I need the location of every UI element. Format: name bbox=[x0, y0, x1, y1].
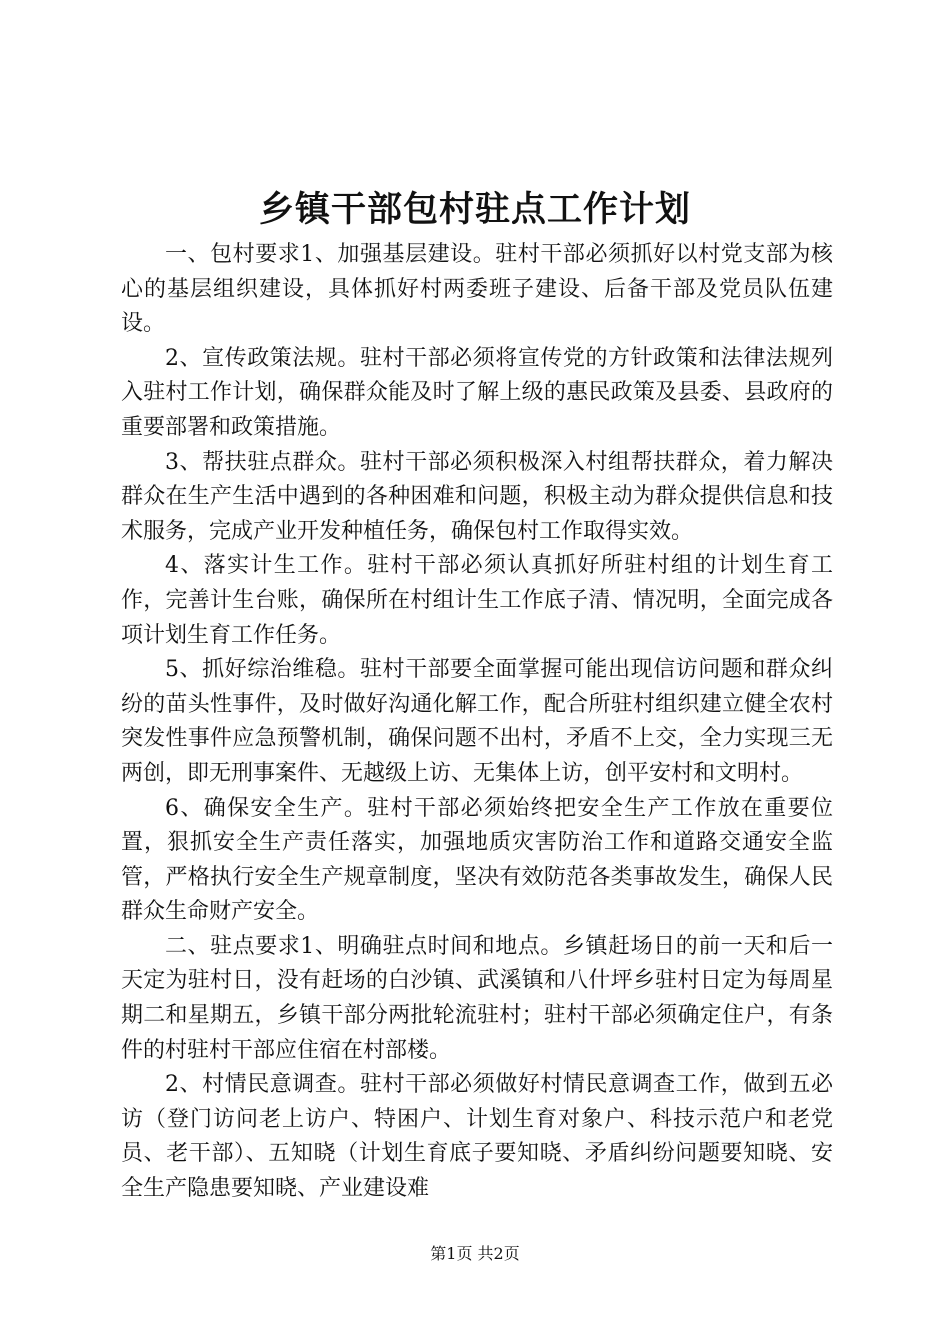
paragraph: 5、抓好综治维稳。驻村干部要全面掌握可能出现信访问题和群众纠纷的苗头性事件，及时做好沟通化解工作，配合所驻村组织建立健全农村突发性事件应急预警机制，确保问题不出村，矛盾不上交，全力实现三无两创，即无刑事案件、无越级上访、无集体上访，创平安村和文明村。 bbox=[121, 657, 833, 786]
paragraph: 3、帮扶驻点群众。驻村干部必须积极深入村组帮扶群众，着力解决群众在生产生活中遇到的各种困难和问题，积极主动为群众提供信息和技术服务，完成产业开发种植任务，确保包村工作取得实效。 bbox=[121, 449, 833, 544]
paragraph: 2、村情民意调查。驻村干部必须做好村情民意调查工作，做到五必访（登门访问老上访户、特困户、计划生育对象户、科技示范户和老党员、老干部）、五知晓（计划生育底子要知晓、矛盾纠纷问题要知晓、安全生产隐患要知晓、产业建设难 bbox=[121, 1072, 833, 1202]
document-title: 乡镇干部包村驻点工作计划 bbox=[258, 190, 691, 230]
paragraph: 6、确保安全生产。驻村干部必须始终把安全生产工作放在重要位置，狠抓安全生产责任落实，加强地质灾害防治工作和道路交通安全监管，严格执行安全生产规章制度，坚决有效防范各类事故发生，确保人民群众生命财产安全。 bbox=[121, 795, 833, 925]
document-body bbox=[121, 238, 833, 1207]
paragraph: 2、宣传政策法规。驻村干部必须将宣传党的方针政策和法律法规列入驻村工作计划，确保群众能及时了解上级的惠民政策及县委、县政府的重要部署和政策措施。 bbox=[121, 345, 833, 440]
page-number-footer: 第1页 共2页 bbox=[430, 1244, 520, 1263]
paragraph: 二、驻点要求1、明确驻点时间和地点。乡镇赶场日的前一天和后一天定为驻村日，没有赶场的白沙镇、武溪镇和八什坪乡驻村日定为每周星期二和星期五，乡镇干部分两批轮流驻村；驻村干部必须确定住户，有条件的村驻村干部应住宿在村部楼。 bbox=[121, 933, 833, 1063]
paragraph: 4、落实计生工作。驻村干部必须认真抓好所驻村组的计划生育工作，完善计生台账，确保所在村组计生工作底子清、情况明，全面完成各项计划生育工作任务。 bbox=[121, 553, 833, 648]
paragraph: 一、包村要求1、加强基层建设。驻村干部必须抓好以村党支部为核心的基层组织建设，具体抓好村两委班子建设、后备干部及党员队伍建设。 bbox=[121, 242, 833, 337]
